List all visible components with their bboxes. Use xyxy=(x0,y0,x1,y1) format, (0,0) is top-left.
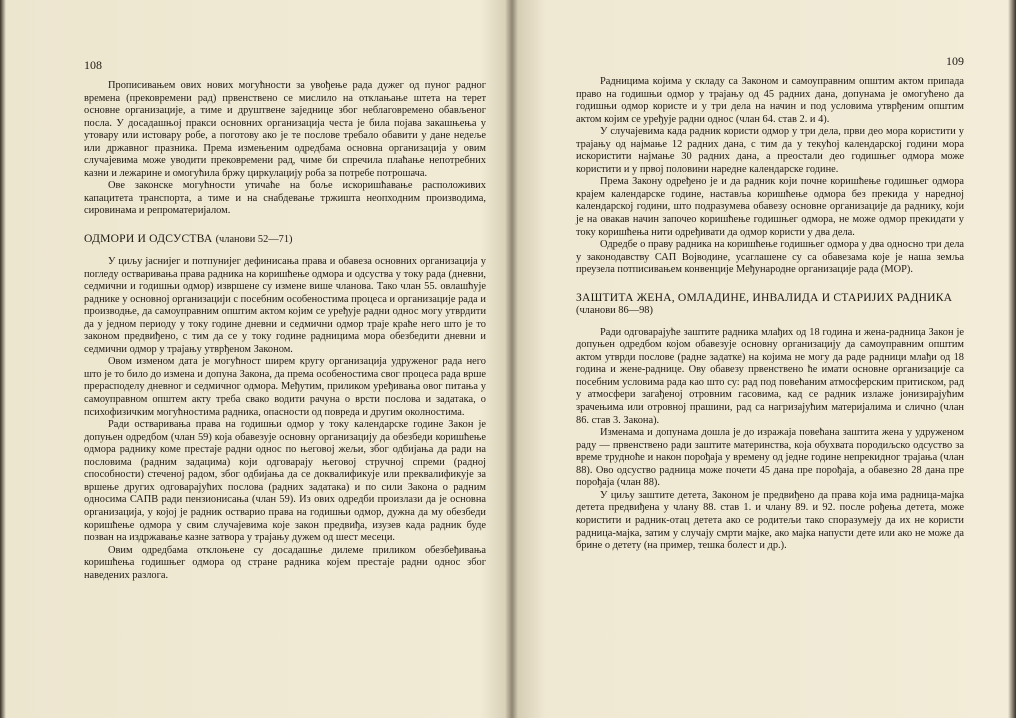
page-number-left: 108 xyxy=(84,58,102,72)
right-paragraph-3: Према Закону одређено је и да радник који почне коришћење годишњег одмора крајем календарске године, наставља коришћење одмора без прекида у наредној календарској години, што подразумева обавезу основне организације да раднику, који је на овакав начин започео коришћење годишњег одмора, не може одмор прекидати у току коришћења нити одређивати да одмор користи у два дела. xyxy=(576,176,964,238)
section-heading-title: ЗАШТИТА ЖЕНА, ОМЛАДИНЕ, ИНВАЛИДА И СТАРИЈИХ РАДНИКА xyxy=(576,290,953,304)
left-paragraph-3: У циљу јаснијег и потпунијег дефинисања права и обавеза основних организација у погледу остваривања права радника на коришћење одмора и одсуства у току рада (дневни, седмични и годишњи одмор) извршене су измене више чланова. Тако члан 55. овлашћује раднике у основној организацији с посебним особеностима процеса и организације рада и производње, да самоуправним општим актом којим се уређује радни однос могу утврдити да у једном периоду у току године дневни и седмични одмор траје краће него што је то законом предвиђено, с тим да се у току године радницима мора обезбедити дневни и седмични одмор у трајању утврђеном Законом. xyxy=(84,256,486,355)
page-number-right: 109 xyxy=(946,54,964,68)
right-paragraph-4: Одредбе о праву радника на коришћење годишњег одмора у два односно три дела у законодавству САП Војводине, усаглашене су са обавезама које је наша земља преузела потписивањем конвенције Међународне организације рада (МОР). xyxy=(576,239,964,276)
right-paragraph-6: Изменама и допунама дошла је до изражаја повећана заштита жена у удруженом раду — првенствено ради заштите материнства, која обухвата породиљско одсуство за време трудноће и након порођаја у времену од једне године непрекидног трајања (члан 88). Ово одсуство радница може почети 45 дана пре порођаја, а обавезно 28 дана пре порођаја (члан 88). xyxy=(576,427,964,489)
right-paragraph-1: Радницима којима у складу са Законом и самоуправним општим актом припада право на годишњи одмор у трајању од 45 радних дана, допунама је омогућено да годишњи одмор користе и у три дела на начин и под условима утврђеним општим актом којим се уређује радни однос (члан 64. став 2. и 4). xyxy=(576,76,964,125)
right-paragraph-7: У циљу заштите детета, Законом је предвиђено да права која има радница-мајка детета предвиђена у члану 88. став 1. и члану 89. и 92. после рођења детета, може користити и радник-отац детета ако се родитељи тако споразумеју да их не користи радница-мајка, затим у случају смрти мајке, ако мајка напусти дете или ако не може да брине о детету (на пример, тешка болест и др.). xyxy=(576,489,964,552)
section-heading-odmori xyxy=(84,232,486,246)
right-page xyxy=(514,0,1016,718)
section-heading-title: ОДМОРИ И ОДСУСТВА xyxy=(84,232,213,246)
section-heading-subtitle: (чланови 52—71) xyxy=(215,234,293,246)
left-paragraph-1: Прописивањем ових нових могућности за увођење рада дужег од пуног радног времена (прековремени рад) првенствено се мислило на отклањање штета на терет основне организације, а тиме и друштвене заједнице због неблаговремено обављеног посла. У досадашњој пракси основних организација честа је била појава закашњења у утовару или истовару робе, а поготову ако је те послове требало обавити у дане недеље или државног празника. Према измењеним одредбама основна организација у овим случајевима може уводити прековремени рад, чиме би спречила плаћање непотребних казни и лежарине и омогућила бржу циркулацију роба за потребе потрошача. xyxy=(84,80,486,179)
left-paragraph-5: Ради остваривања права на годишњи одмор у току календарске године Закон је допуњен одредбом (члан 59) која обавезује основну организацију да обезбеди коришћење одмора раднику коме престаје радни однос по његовој жељи, због одбијања да ради на пословима (радним задацима) који одговарају његовој стручној спреми (радној способности) стеченој радом, због одбијања да се доквалификује или преквалификује за вршење других одговарајућих послова (радних задатака) и по сили Закона о радним односима САПВ ради пензионисања (члан 59). Из ових одредби произлази да је основна организација, у којој је радник остварио права на годишњи одмор, дужна да му обезбеди коришћење одмора у свим случајевима које закон предвиђа, изузев када радник буде позван на издржавање казне затвора у трајању дужем од шест месеци. xyxy=(84,419,486,544)
section-heading-subtitle: (чланови 86—98) xyxy=(576,304,653,316)
section-heading-zastita xyxy=(576,291,964,317)
right-paragraph-2: У случајевима када радник користи одмор у три дела, први део мора користити у трајању од најмање 12 радних дана, с тим да у текућој календарској години мора искористити најмање 30 радних дана, а преостали део годишњег одмора може користити и у првој половини наредне календарске године. xyxy=(576,126,964,175)
left-paragraph-2: Ове законске могућности утичаће на боље искоришћавање расположивих капацитета транспорта, а тиме и на снабдевање тржишта неопходним производима, сировинама и репроматеријалом. xyxy=(84,180,486,217)
left-paragraph-4: Овом изменом дата је могућност ширем кругу организација удруженог рада него што је то било до измена и допуна Закона, да према особеностима свог процеса рада врше прерасподелу дневног и седмичног одмора. Међутим, приликом уређивања овог питања у самоуправном општем акту треба свако водити рачуна о врсти послова и задатака, о психофизичким могућностима радника, опасности од повреда и другим околностима. xyxy=(84,356,486,418)
left-paragraph-6: Овим одредбама отклоњене су досадашње дилеме приликом обезбеђивања коришћења годишњег одмора од стране радника којем престаје радни однос због наведених разлога. xyxy=(84,544,486,581)
right-paragraph-5: Ради одговарајуће заштите радника млађих од 18 година и жена-радница Закон је допуњен одредбом којом обавезује основну организацију да самоуправним општим актом утврди послове (радне задатке) на којима не могу да раде радници млађи од 18 година и жене-раднице. Ову обавезу првенствено ће имати основне организације са посебним условима рада као што су: рад под повећаним атмосферским притиском, рад у атмосфери загађеној отровним гасовима, кад се радник излаже јонизирајућим зрачењима или отровној прашини, рад са нагризајућим материјалима и слично (члан 86. став 3. Закона). xyxy=(576,326,964,426)
